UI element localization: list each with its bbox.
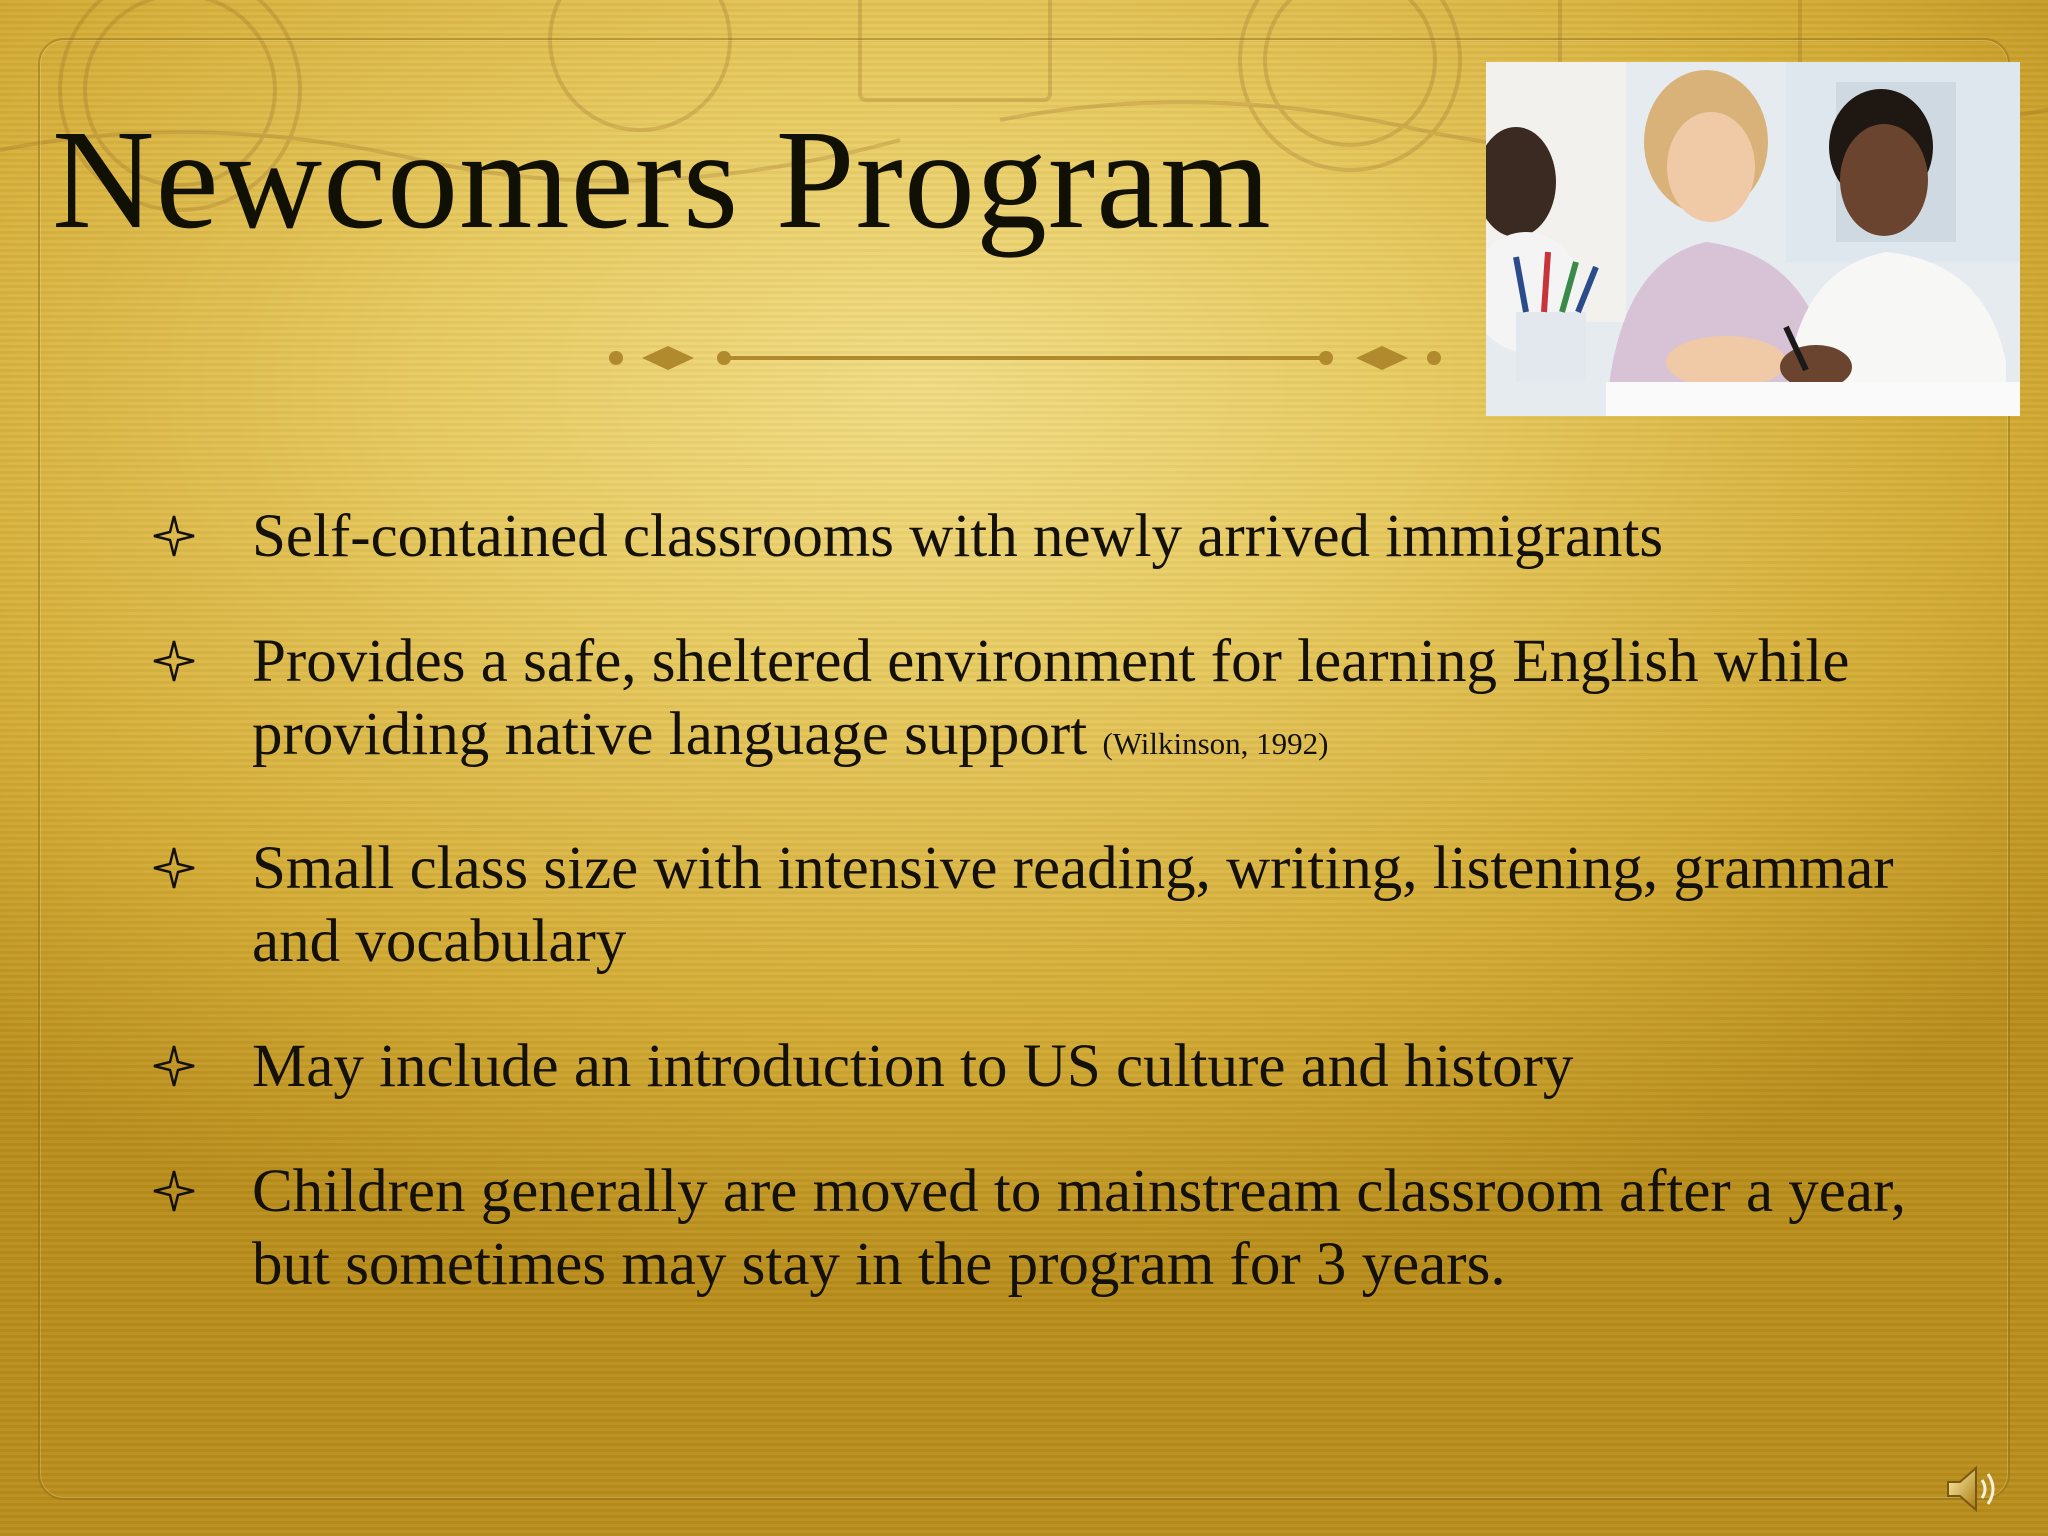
four-point-star-icon <box>152 1169 196 1213</box>
bullet-text: May include an introduction to US culture and history <box>252 1033 1574 1100</box>
four-point-star-icon <box>152 1044 196 1088</box>
bullet-text: Children generally are moved to mainstream classroom after a year, but sometimes may stay in the program for 3 years. <box>252 1158 1907 1298</box>
bullet-item <box>148 625 1948 780</box>
bullet-text: Self-contained classrooms with newly arrived immigrants <box>252 503 1664 570</box>
bullet-text: Provides a safe, sheltered environment for learning English while providing native language support <box>252 628 1850 768</box>
bullet-list <box>148 500 1948 1353</box>
four-point-star-icon <box>152 514 196 558</box>
citation: (Wilkinson, 1992) <box>1102 726 1329 761</box>
bullet-item <box>148 832 1948 978</box>
title-divider-ornament <box>600 334 1450 382</box>
bullet-item <box>148 500 1948 573</box>
bullet-item <box>148 1030 1948 1103</box>
four-point-star-icon <box>152 639 196 683</box>
teacher-and-student-photo <box>1486 62 2020 416</box>
slide-title: Newcomers Program <box>52 100 1272 258</box>
four-point-star-icon <box>152 846 196 890</box>
speaker-icon[interactable] <box>1944 1462 2002 1516</box>
bullet-text: Small class size with intensive reading, writing, listening, grammar and vocabulary <box>252 835 1894 975</box>
bullet-item <box>148 1155 1948 1301</box>
